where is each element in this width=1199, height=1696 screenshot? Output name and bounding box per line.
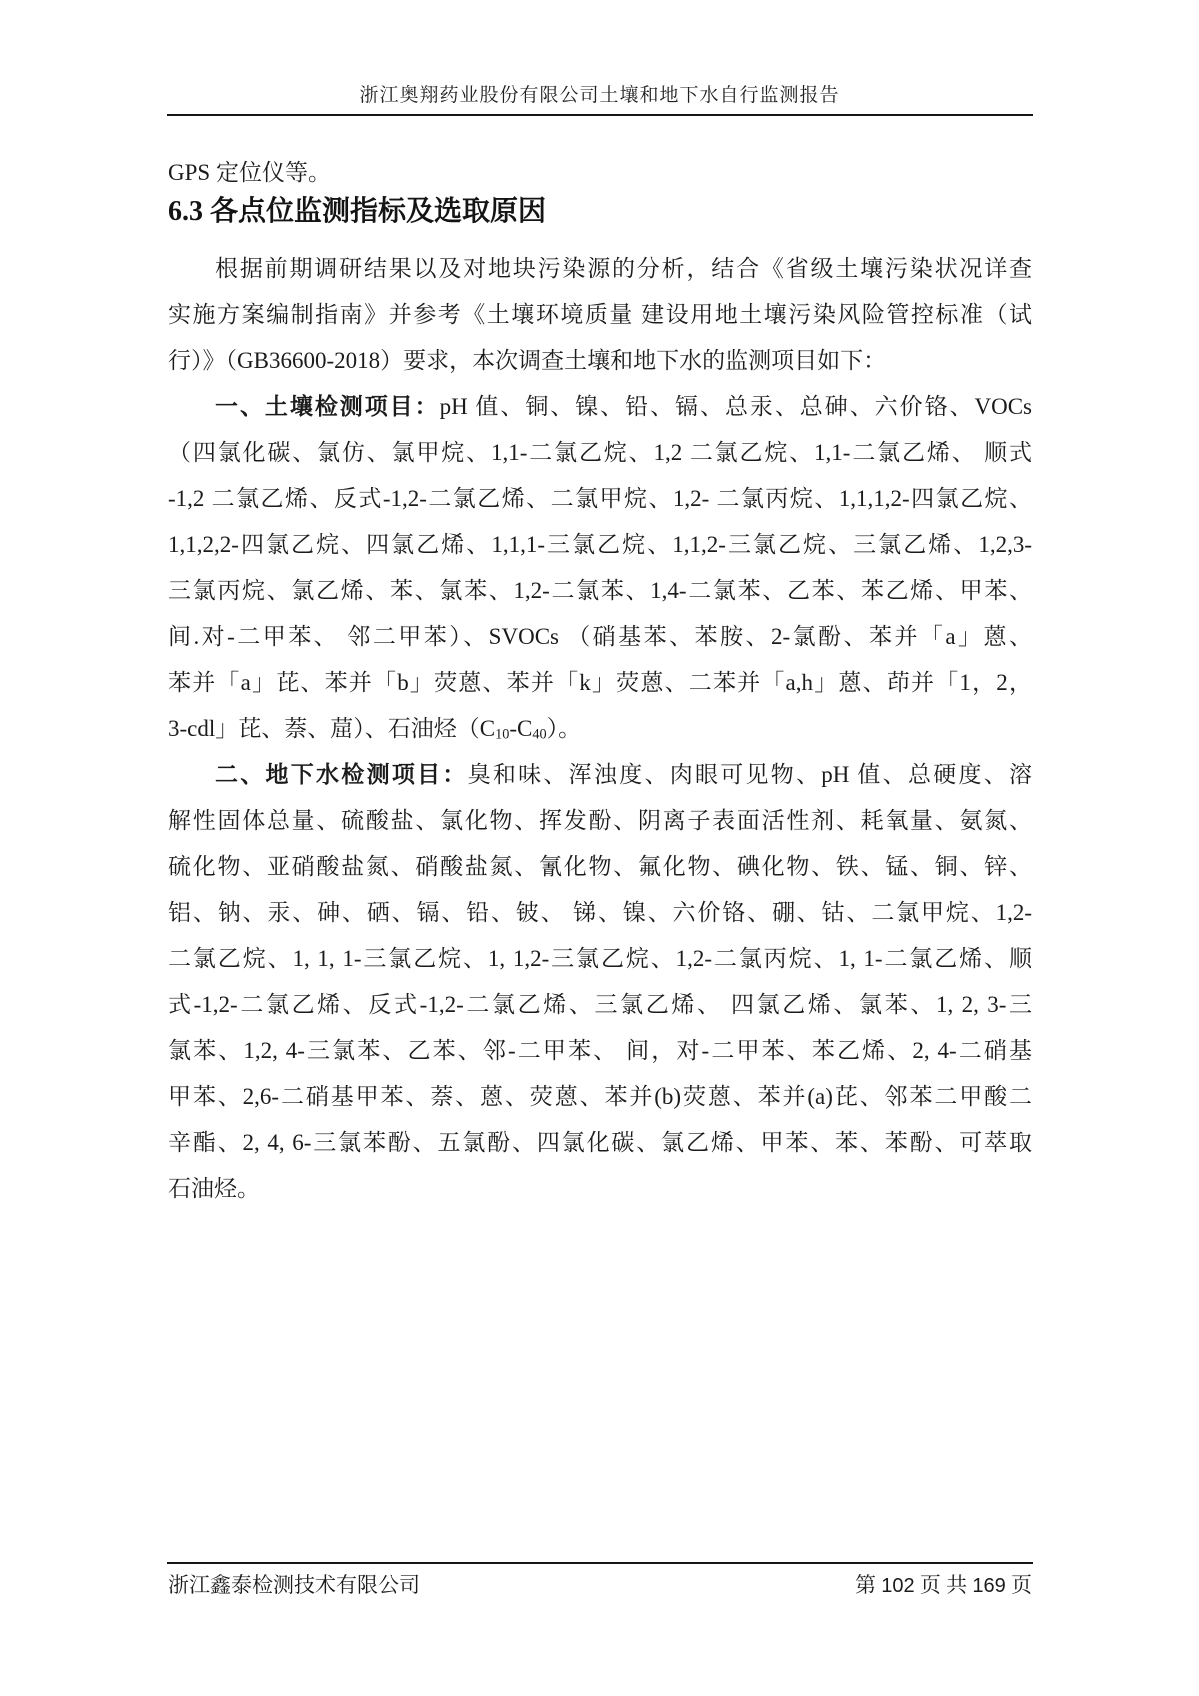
text-line (168, 246, 1032, 292)
text-line (168, 936, 1032, 982)
text-segment: 行）》（GB36600-2018）要求，本次调查土壤和地下水的监测项目如下： (168, 348, 887, 373)
page-footer (168, 1571, 1032, 1600)
text-segment: 解性固体总量、硫酸盐、氯化物、挥发酚、阴离子表面活性剂、耗氧量、氨氮、 (168, 808, 1032, 833)
text-segment: 臭和味、浑浊度、肉眼可见物、pH 值、总硬度、溶 (467, 762, 1032, 787)
footer-rule (167, 1562, 1033, 1565)
text-line (168, 522, 1032, 568)
text-line (168, 476, 1032, 522)
text-line (168, 844, 1032, 890)
text-line (168, 1028, 1032, 1074)
text-line (168, 706, 1032, 752)
text-segment: 10 (495, 726, 510, 743)
text-segment: 一、土壤检测项目： (215, 394, 440, 419)
page-label-middle: 页 共 (919, 1573, 968, 1597)
text-segment: 苯并「a」芘、苯并「b」荧蒽、苯并「k」荧蒽、二苯并「a,h」蒽、茚并「1，2， (168, 670, 1032, 695)
page-header-title: 浙江奥翔药业股份有限公司土壤和地下水自行监测报告 (359, 85, 840, 106)
text-segment: 三氯丙烷、氯乙烯、苯、氯苯、1,2-二氯苯、1,4-二氯苯、乙苯、苯乙烯、甲苯、 (168, 578, 1032, 603)
text-segment: 式-1,2-二氯乙烯、反式-1,2-二氯乙烯、三氯乙烯、 四氯乙烯、氯苯、1, 2, 3-三 (168, 992, 1032, 1017)
text-segment: 实施方案编制指南》并参考《土壤环境质量 建设用地土壤污染风险管控标准（试 (168, 302, 1032, 327)
text-line (168, 798, 1032, 844)
text-line (168, 1166, 1032, 1212)
text-line (168, 752, 1032, 798)
text-line (168, 660, 1032, 706)
text-segment: 甲苯、2,6-二硝基甲苯、萘、蒽、荧蒽、苯并(b)荧蒽、苯并(a)芘、邻苯二甲酸二 (168, 1084, 1032, 1109)
text-line (168, 982, 1032, 1028)
text-segment: 二、地下水检测项目： (215, 762, 468, 787)
text-segment: -1,2 二氯乙烯、反式-1,2-二氯乙烯、二氯甲烷、1,2- 二氯丙烷、1,1,1,2-四氯乙烷、 (168, 486, 1032, 511)
text-line (168, 568, 1032, 614)
text-segment: 辛酯、2, 4, 6-三氯苯酚、五氯酚、四氯化碳、氯乙烯、甲苯、苯、苯酚、可萃取 (168, 1130, 1032, 1155)
text-segment: 硫化物、亚硝酸盐氮、硝酸盐氮、氰化物、氟化物、碘化物、铁、锰、铜、锌、 (168, 854, 1032, 879)
text-segment: 铝、钠、汞、砷、硒、镉、铅、铍、 锑、镍、六价铬、硼、钴、二氯甲烷、1,2- (168, 900, 1032, 925)
page-label-suffix: 页 (1011, 1573, 1032, 1597)
footer-page-info (855, 1571, 1032, 1600)
text-segment: ）。 (546, 716, 582, 741)
header-rule (167, 114, 1033, 117)
text-segment: 二氯乙烷、1, 1, 1-三氯乙烷、1, 1,2-三氯乙烷、1,2-二氯丙烷、1, 1-二氯乙烯、顺 (168, 946, 1032, 971)
text-line (168, 384, 1032, 430)
paragraph-continuation-line: GPS 定位仪等。 (168, 160, 331, 185)
text-segment: -C (509, 716, 533, 741)
body-text (168, 246, 1032, 1212)
page-number: 102 (881, 1575, 915, 1597)
text-line (168, 890, 1032, 936)
text-segment: 1,1,2,2-四氯乙烷、四氯乙烯、1,1,1-三氯乙烷、1,1,2-三氯乙烷、三氯乙烯、1,2,3- (168, 532, 1032, 557)
text-line (168, 1120, 1032, 1166)
text-line (168, 338, 1032, 384)
text-line (168, 1074, 1032, 1120)
text-line (168, 430, 1032, 476)
page-label-prefix: 第 (855, 1573, 876, 1597)
text-segment: 40 (532, 726, 547, 743)
text-line (168, 614, 1032, 660)
section-heading: 6.3 各点位监测指标及选取原因 (168, 196, 547, 227)
text-segment: 3-cdl」芘、萘、䓛）、石油烃（C (168, 716, 496, 741)
text-segment: 根据前期调研结果以及对地块污染源的分析，结合《省级土壤污染状况详查 (215, 256, 1032, 281)
text-segment: pH 值、铜、镍、铅、镉、总汞、总砷、六价铬、VOCs (439, 394, 1033, 419)
total-pages: 169 (972, 1575, 1006, 1597)
footer-company: 浙江鑫泰检测技术有限公司 (168, 1573, 420, 1597)
text-segment: 氯苯、1,2, 4-三氯苯、乙苯、邻-二甲苯、 间，对-二甲苯、苯乙烯、2, 4-二硝基 (168, 1038, 1032, 1063)
text-segment: 间.对-二甲苯、 邻二甲苯）、SVOCs （硝基苯、苯胺、2-氯酚、苯并「a」蒽、 (168, 624, 1032, 649)
text-segment: （四氯化碳、氯仿、氯甲烷、1,1-二氯乙烷、1,2 二氯乙烷、1,1-二氯乙烯、 顺式 (168, 440, 1032, 465)
text-segment: 石油烃。 (168, 1176, 260, 1201)
text-line (168, 292, 1032, 338)
